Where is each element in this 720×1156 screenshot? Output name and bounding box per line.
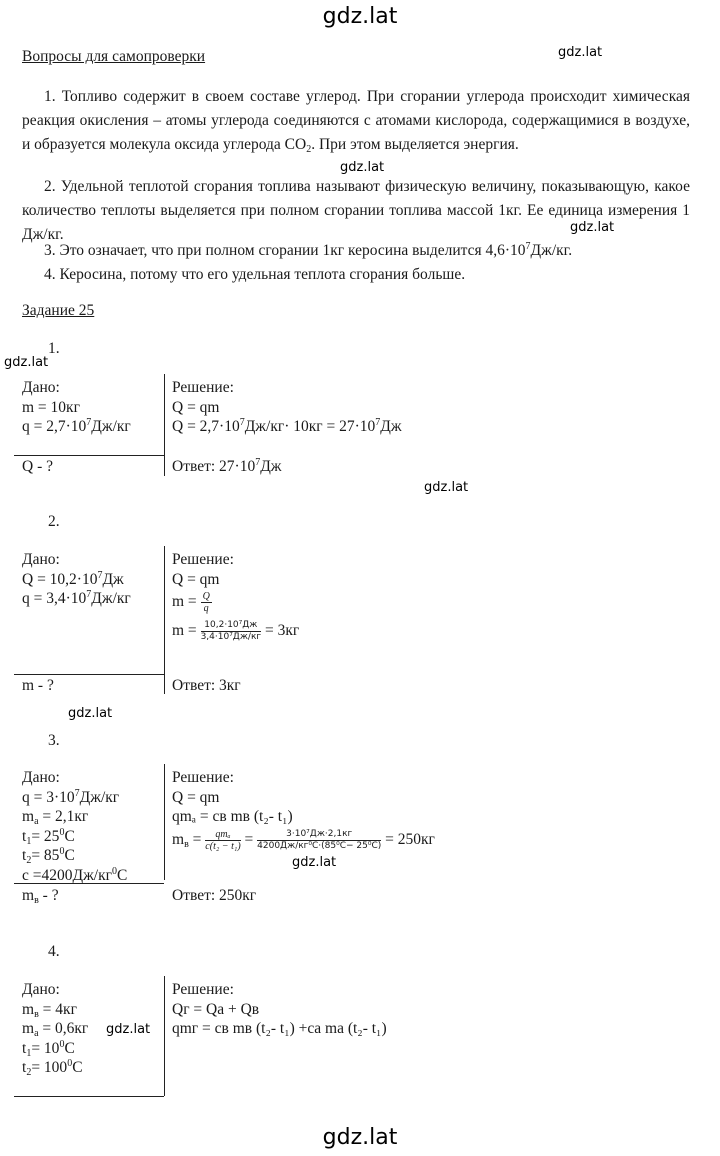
divider-vertical — [164, 374, 165, 476]
problem-3-answer: Ответ: 250кг — [172, 887, 257, 904]
site-title-top: gdz.lat — [322, 4, 398, 29]
given-label: Дано: — [22, 551, 60, 568]
solution-label: Решение: — [172, 769, 234, 786]
heat-balance: qmₐ = cв mв (t₂- t₁) — [172, 808, 293, 825]
questions-heading: Вопросы для самопроверки — [22, 48, 206, 65]
formula: Q = qm — [172, 570, 220, 588]
problem-3-find: $m_в$ - ? — [22, 887, 59, 906]
answer-4: 4. Керосина, потому что его удельная теплота сгорания больше. — [44, 266, 466, 283]
answer-1-text: 1. Топливо содержит в своем составе углерод. При сгорании углерода происходит химическая реакция окисления – атомы углерода соединяются с атомами кислорода, содержащимися в воздухе, и образуется молекула оксида углерода CO — [22, 88, 690, 153]
problem-4-solution — [172, 980, 387, 1039]
formula: Q = qm — [172, 398, 220, 416]
problem-4-given — [22, 980, 88, 1078]
answer-1-subscript: 2 — [306, 144, 312, 155]
problem-1-answer: Ответ: $27\cdot 10^7Дж$ — [172, 457, 282, 475]
answer-2: 2. Удельной теплотой сгорания топлива называют физическую величину, показывающую, какое количество теплоты выделяется при полном сгорании топлива массой 1кг. Ее единица измерения 1 Дж/кг. — [22, 178, 690, 243]
divider-horizontal — [14, 1096, 164, 1097]
calculation: $m_в$ = $\frac{\text{qmₐ}}{\text{c(t₂ − t₁)}}$ = $\frac{\text{3·10⁷Дж·2,1кг}}{\text{4200Дж/кг⁰С·(85⁰С− 25⁰С)}}$ = 250кг — [172, 828, 435, 852]
given-mass: m = 10кг — [22, 398, 80, 416]
problem-1-given — [22, 378, 131, 437]
problem-4-number: 4. — [48, 943, 60, 960]
watermark: gdz.lat — [68, 706, 113, 721]
answer-3-end: Дж/кг. — [530, 242, 573, 259]
answer-3-text: 3. Это означает, что при полном сгорании 1кг керосина выделится 4,6·10 — [44, 242, 526, 259]
site-title-bottom: gdz.lat — [322, 1125, 398, 1150]
watermark: gdz.lat — [106, 1022, 151, 1037]
problem-1-solution — [172, 378, 402, 437]
watermark: gdz.lat — [558, 45, 603, 60]
calculation: m = $\frac{\text{10,2·10⁷Дж}}{\text{3,4·10⁷Дж/кг}}$ = 3кг — [172, 620, 300, 642]
formula: Q = qm — [172, 788, 220, 806]
divider-vertical — [164, 764, 165, 880]
watermark: gdz.lat — [424, 480, 469, 495]
problem-2-find: m - ? — [22, 677, 54, 694]
formula-mass: m = $\frac{Q}{q}$ — [172, 591, 210, 614]
given-specific-heat: $q = 3,4\cdot 10^7Дж/кг$ — [22, 589, 131, 607]
divider-horizontal — [14, 455, 164, 456]
given-heat-amount: $Q = 10,2\cdot 10^7Дж$ — [22, 569, 124, 588]
given-label: Дано: — [22, 769, 60, 786]
solution-label: Решение: — [172, 551, 234, 568]
given-temp-1: $t_1= 10^0С$ — [22, 1038, 75, 1059]
problem-3-given — [22, 768, 127, 885]
given-label: Дано: — [22, 981, 60, 998]
solution-label: Решение: — [172, 379, 234, 396]
given-heat: $q = 2,7\cdot 10^7Дж/кг$ — [22, 417, 131, 435]
given-mass-fuel: $m_а = 2,1кг$ — [22, 808, 89, 827]
watermark: gdz.lat — [4, 355, 49, 370]
heat-balance: qmг = cв mв (t₂- t₁) +cа mа (t₂- t₁) — [172, 1020, 387, 1037]
given-water-mass: $m_в = 4кг$ — [22, 1000, 77, 1020]
task-heading: Задание 25 — [22, 302, 95, 319]
watermark: gdz.lat — [340, 160, 385, 175]
problem-2-number: 2. — [48, 513, 60, 530]
given-water-heat-capacity: $c =4200Дж/кг^0С$ — [22, 865, 128, 884]
answer-1-end: . При этом выделяется энергия. — [311, 136, 519, 153]
problem-2-solution — [172, 550, 299, 643]
problem-2-given — [22, 550, 131, 609]
given-label: Дано: — [22, 379, 60, 396]
given-temp-1: $t_1= 25^0С$ — [22, 826, 75, 847]
problem-3-number: 3. — [48, 732, 60, 749]
watermark: gdz.lat — [570, 220, 615, 235]
answer-1 — [22, 85, 690, 157]
answer-3 — [44, 242, 572, 260]
divider-vertical — [164, 976, 165, 1096]
calculation: $Q = 2,7\cdot 10^7Дж/кг\cdot 10кг = 27\cdot 10^7Дж$ — [172, 417, 402, 435]
given-specific-heat: $q = 3\cdot 10^7Дж/кг$ — [22, 787, 120, 806]
problem-1-find: Q - ? — [22, 458, 53, 475]
heat-sum: Qг = Qа + Qв — [172, 1000, 260, 1018]
problem-2-answer: Ответ: 3кг — [172, 677, 241, 694]
answer-3-sup: 7 — [525, 241, 531, 252]
problem-3-solution — [172, 768, 435, 852]
given-temp-2: $t_2= 100^0С$ — [22, 1058, 83, 1078]
solution-label: Решение: — [172, 981, 234, 998]
given-temp-2: $t_2= 85^0С$ — [22, 846, 75, 866]
problem-1-number: 1. — [48, 340, 60, 357]
divider-horizontal — [14, 674, 164, 675]
divider-vertical — [164, 546, 165, 694]
watermark: gdz.lat — [292, 855, 337, 870]
given-aluminium-mass: $m_а = 0,6кг$ — [22, 1020, 89, 1039]
